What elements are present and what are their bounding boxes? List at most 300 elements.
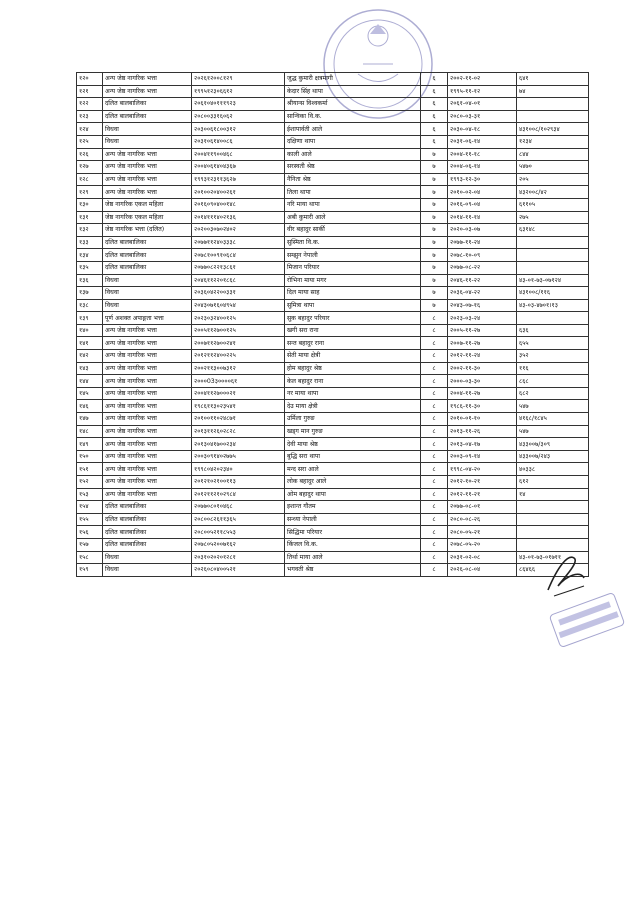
serial-number: १२२ — [77, 98, 103, 111]
id-number: २०७७०८०१०४६८ — [192, 501, 285, 514]
allowance-type: अन्य जेष्ठ नागरिक भत्ता — [103, 161, 192, 174]
table-row — [77, 551, 589, 564]
citizenship-number: ३५२ — [517, 350, 589, 363]
citizenship-number — [517, 98, 589, 111]
birth-date: २०१३-०४-१७ — [448, 438, 517, 451]
roster-body — [77, 73, 589, 577]
citizenship-number: ५४७० — [517, 161, 589, 174]
table-row — [77, 564, 589, 577]
citizenship-number: ४३-०३-४७०१।१३ — [517, 299, 589, 312]
table-row — [77, 513, 589, 526]
beneficiary-name: सन्त बहादुर राना — [285, 337, 421, 350]
citizenship-number: ४३२००८/४२ — [517, 186, 589, 199]
beneficiary-name: बुद्धि सरा थापा — [285, 450, 421, 463]
beneficiary-name: रोभिना माया मगर — [285, 274, 421, 287]
birth-date: २०४६-११-२२ — [448, 274, 517, 287]
id-number: २०१२११२४००२२५ — [192, 350, 285, 363]
serial-number: १२४ — [77, 123, 103, 136]
serial-number: १२० — [77, 73, 103, 86]
signature-mark — [540, 546, 590, 601]
ward-number: ८ — [421, 375, 448, 388]
serial-number: १४५ — [77, 387, 103, 400]
serial-number: १३८ — [77, 299, 103, 312]
serial-number: १४१ — [77, 337, 103, 350]
beneficiary-name: दक्षिणा थापा — [285, 135, 421, 148]
birth-date: २००७-११-२७ — [448, 337, 517, 350]
birth-date: २००४-०६-१४ — [448, 161, 517, 174]
citizenship-number: २७५ — [517, 211, 589, 224]
serial-number: १५९ — [77, 564, 103, 577]
ward-number: ६ — [421, 85, 448, 98]
ward-number: ७ — [421, 299, 448, 312]
citizenship-number: ११६ — [517, 362, 589, 375]
birth-date: २०३१-०२-०८ — [448, 551, 517, 564]
citizenship-number: ८६४६६ — [517, 564, 589, 577]
beneficiary-name: भगवती श्रेष्ठ — [285, 564, 421, 577]
id-number: २००७११२७००२४१ — [192, 337, 285, 350]
table-row — [77, 350, 589, 363]
citizenship-number: ४३१००८/१०२९३४ — [517, 123, 589, 136]
birth-date: १९९५-११-१२ — [448, 85, 517, 98]
serial-number: १५४ — [77, 501, 103, 514]
allowance-type: विधवा — [103, 564, 192, 577]
serial-number: १२७ — [77, 161, 103, 174]
allowance-type: विधवा — [103, 274, 192, 287]
id-number: १९९८०४२०२३४० — [192, 463, 285, 476]
allowance-type: दलित बालबालिका — [103, 526, 192, 539]
beneficiary-name: ओम बहादुर थापा — [285, 488, 421, 501]
beneficiary-name: किंजल वि.क. — [285, 538, 421, 551]
allowance-type: अन्य जेष्ठ नागरिक भत्ता — [103, 387, 192, 400]
birth-date: २००४-११-१८ — [448, 148, 517, 161]
allowance-type: विधवा — [103, 135, 192, 148]
beneficiary-name: वीर बहादुर सार्की — [285, 224, 421, 237]
serial-number: १३१ — [77, 211, 103, 224]
allowance-type: अन्य जेष्ठ नागरिक भत्ता — [103, 463, 192, 476]
table-row — [77, 110, 589, 123]
citizenship-number: ८६८ — [517, 375, 589, 388]
serial-number: १५८ — [77, 551, 103, 564]
table-row — [77, 438, 589, 451]
birth-date: २०१६-०९-०४ — [448, 198, 517, 211]
id-number: २०१००११०२४८७१ — [192, 413, 285, 426]
allowance-type: अन्य जेष्ठ नागरिक भत्ता — [103, 337, 192, 350]
citizenship-number: ४३-०१-७३-०७१२४ — [517, 274, 589, 287]
table-row — [77, 73, 589, 86]
citizenship-number: ६४१ — [517, 73, 589, 86]
table-row — [77, 148, 589, 161]
id-number: २०१४१११४०२१३६ — [192, 211, 285, 224]
serial-number: १२५ — [77, 135, 103, 148]
birth-date: २०८०-०३-३१ — [448, 110, 517, 123]
beneficiary-name: तिर्था माया आले — [285, 551, 421, 564]
birth-date: २०२३-०३-२४ — [448, 312, 517, 325]
id-number: २०४६११२२०१८६८ — [192, 274, 285, 287]
ward-number: ७ — [421, 148, 448, 161]
beneficiary-name: सम्झुन नेपाली — [285, 249, 421, 262]
ward-number: ८ — [421, 476, 448, 489]
serial-number: १५६ — [77, 526, 103, 539]
serial-number: १२६ — [77, 148, 103, 161]
table-row — [77, 135, 589, 148]
beneficiary-name: मन्द सरा आले — [285, 463, 421, 476]
ward-number: ७ — [421, 274, 448, 287]
ward-number: ८ — [421, 463, 448, 476]
serial-number: १३४ — [77, 249, 103, 262]
id-number: २०४३०७१६०४९५४ — [192, 299, 285, 312]
ward-number: ६ — [421, 110, 448, 123]
allowance-roster-table — [76, 72, 589, 577]
table-row — [77, 337, 589, 350]
ward-number: ८ — [421, 425, 448, 438]
citizenship-number: ६३६ — [517, 324, 589, 337]
birth-date: २०१३-११-२६ — [448, 425, 517, 438]
serial-number: १३९ — [77, 312, 103, 325]
birth-date: २०१०-०२-०४ — [448, 186, 517, 199]
table-row — [77, 463, 589, 476]
table-row — [77, 161, 589, 174]
birth-date: २००२-११-०२ — [448, 73, 517, 86]
citizenship-number: ६३१४८ — [517, 224, 589, 237]
ward-number: ८ — [421, 450, 448, 463]
id-number: २०३६०४२२००३३१ — [192, 287, 285, 300]
id-number: १९९३१२३११३६२७ — [192, 173, 285, 186]
id-number: २०१२१०२१००११३ — [192, 476, 285, 489]
id-number: २०७७०८२२१३८६१ — [192, 261, 285, 274]
citizenship-number: ४३३००७/२४३ — [517, 450, 589, 463]
birth-date: १९९३-१२-३० — [448, 173, 517, 186]
table-row — [77, 98, 589, 111]
citizenship-number: ४३-०१-७३-०१७११ — [517, 551, 589, 564]
citizenship-number — [517, 249, 589, 262]
allowance-type: अन्य जेष्ठ नागरिक भत्ता — [103, 350, 192, 363]
serial-number: १५१ — [77, 463, 103, 476]
id-number: २०१३०४१७००२३४ — [192, 438, 285, 451]
serial-number: १४६ — [77, 400, 103, 413]
allowance-type: दलित बालबालिका — [103, 513, 192, 526]
birth-date: २०२६-०८-०४ — [448, 564, 517, 577]
allowance-type: अन्य जेष्ठ नागरिक भत्ता — [103, 148, 192, 161]
table-row — [77, 538, 589, 551]
allowance-type: जेष्ठ नागरिक एकल महिला — [103, 198, 192, 211]
beneficiary-name: केदार सिंह थापा — [285, 85, 421, 98]
id-number: २०१३११२६०२८२८ — [192, 425, 285, 438]
ward-number: ८ — [421, 551, 448, 564]
id-number: २००४११२७०००२१ — [192, 387, 285, 400]
serial-number: १४८ — [77, 425, 103, 438]
serial-number: १४० — [77, 324, 103, 337]
citizenship-number — [517, 501, 589, 514]
ward-number: ७ — [421, 236, 448, 249]
ward-number: ७ — [421, 224, 448, 237]
citizenship-number: १२३४ — [517, 135, 589, 148]
birth-date: २०१२-१०-२१ — [448, 476, 517, 489]
birth-date: २०४३-०७-१६ — [448, 299, 517, 312]
citizenship-number — [517, 526, 589, 539]
beneficiary-name: सेती माया क्षेत्री — [285, 350, 421, 363]
ward-number: ८ — [421, 337, 448, 350]
allowance-type: विधवा — [103, 299, 192, 312]
id-number: २०१६०९०४००१४८ — [192, 198, 285, 211]
serial-number: १३७ — [77, 287, 103, 300]
beneficiary-name: सुक बहादुर परियार — [285, 312, 421, 325]
allowance-type: अन्य जेष्ठ नागरिक भत्ता — [103, 488, 192, 501]
id-number: २०८००५२११८५५३ — [192, 526, 285, 539]
beneficiary-name: नर माया थापा — [285, 387, 421, 400]
beneficiary-name: सिद्धिमा परियार — [285, 526, 421, 539]
table-row — [77, 123, 589, 136]
allowance-type: पूर्ण अशक्त अपाङ्गता भत्ता — [103, 312, 192, 325]
beneficiary-name: होम बहादुर श्रेष्ठ — [285, 362, 421, 375]
id-number: २०१००२०४००२६१ — [192, 186, 285, 199]
ward-number: ८ — [421, 438, 448, 451]
citizenship-number: ६१२ — [517, 476, 589, 489]
birth-date: २०१०-०१-१० — [448, 413, 517, 426]
id-number: २०१२११२१०२९८४ — [192, 488, 285, 501]
birth-date: २०६१-०४-०१ — [448, 98, 517, 111]
ward-number: ८ — [421, 513, 448, 526]
beneficiary-name: तिला थापा — [285, 186, 421, 199]
citizenship-number — [517, 513, 589, 526]
ward-number: ७ — [421, 198, 448, 211]
ward-number: ७ — [421, 161, 448, 174]
birth-date: २०७७-११-२४ — [448, 236, 517, 249]
birth-date: २०३०-०४-१८ — [448, 123, 517, 136]
id-number: १९८६११३०२३५४१ — [192, 400, 285, 413]
serial-number: १५० — [77, 450, 103, 463]
beneficiary-name: श्रीयान्स विश्वकर्मा — [285, 98, 421, 111]
citizenship-number: ६५५ — [517, 337, 589, 350]
table-row — [77, 287, 589, 300]
id-number: २०२३०३२४००१२५ — [192, 312, 285, 325]
allowance-type: अन्य जेष्ठ नागरिक भत्ता — [103, 85, 192, 98]
beneficiary-name: केल बहादुर राना — [285, 375, 421, 388]
beneficiary-name: सरस्वती श्रेष्ठ — [285, 161, 421, 174]
table-row — [77, 186, 589, 199]
id-number: २००४०६१४०४३६७ — [192, 161, 285, 174]
ward-number: ७ — [421, 211, 448, 224]
id-number: २०६१०४०१११९२३ — [192, 98, 285, 111]
id-number: २०२६१२००८१२९ — [192, 73, 285, 86]
ward-number: ८ — [421, 324, 448, 337]
table-row — [77, 274, 589, 287]
birth-date: २००२-११-३० — [448, 362, 517, 375]
table-row — [77, 425, 589, 438]
beneficiary-name: काली आले — [285, 148, 421, 161]
citizenship-number: ६११०५ — [517, 198, 589, 211]
birth-date: २०७७-०८-२२ — [448, 261, 517, 274]
serial-number: १४२ — [77, 350, 103, 363]
allowance-type: अन्य जेष्ठ नागरिक भत्ता — [103, 476, 192, 489]
birth-date: २०८०-०५-२१ — [448, 526, 517, 539]
ward-number: ८ — [421, 526, 448, 539]
beneficiary-name: लोक बहादुर आले — [285, 476, 421, 489]
ward-number: ८ — [421, 312, 448, 325]
citizenship-number: १४ — [517, 488, 589, 501]
citizenship-number — [517, 236, 589, 249]
citizenship-number: ७४ — [517, 85, 589, 98]
serial-number: १५५ — [77, 513, 103, 526]
allowance-type: दलित बालबालिका — [103, 98, 192, 111]
birth-date: २०७७-०८-०१ — [448, 501, 517, 514]
id-number: २०३१०२०२०१२८१ — [192, 551, 285, 564]
beneficiary-name: मिजान परियार — [285, 261, 421, 274]
ward-number: ८ — [421, 362, 448, 375]
beneficiary-name: इशान्त गौतम — [285, 501, 421, 514]
table-row — [77, 224, 589, 237]
birth-date: २०००-०३-३० — [448, 375, 517, 388]
serial-number: १५२ — [77, 476, 103, 489]
id-number: २०३००६१८००३१२ — [192, 123, 285, 136]
id-number: २०८००८२६११३६५ — [192, 513, 285, 526]
birth-date: २०८०-०८-२६ — [448, 513, 517, 526]
table-row — [77, 261, 589, 274]
table-row — [77, 501, 589, 514]
table-row — [77, 249, 589, 262]
serial-number: १२३ — [77, 110, 103, 123]
id-number: २००२११३००७३१२ — [192, 362, 285, 375]
serial-number: १४९ — [77, 438, 103, 451]
birth-date: २०२०-०३-०७ — [448, 224, 517, 237]
serial-number: १३६ — [77, 274, 103, 287]
citizenship-number: ४१६८/१८४५ — [517, 413, 589, 426]
table-row — [77, 413, 589, 426]
citizenship-number: ५४७ — [517, 400, 589, 413]
id-number: २०२००३०७०२४०२ — [192, 224, 285, 237]
table-row — [77, 299, 589, 312]
allowance-type: अन्य जेष्ठ नागरिक भत्ता — [103, 425, 192, 438]
birth-date: २०३१-०६-१४ — [448, 135, 517, 148]
beneficiary-name: सुमित्रा थापा — [285, 299, 421, 312]
beneficiary-name: अबी कुमारी आले — [285, 211, 421, 224]
citizenship-number — [517, 312, 589, 325]
birth-date: १९८६-११-३० — [448, 400, 517, 413]
citizenship-number: ४३३००७/३०९ — [517, 438, 589, 451]
allowance-type: अन्य जेष्ठ नागरिक भत्ता — [103, 73, 192, 86]
ward-number: ६ — [421, 123, 448, 136]
birth-date: २०३६-०४-२२ — [448, 287, 517, 300]
id-number: २०७७११२४०३३३८ — [192, 236, 285, 249]
beneficiary-name: सन्ध्या नेपाली — [285, 513, 421, 526]
birth-date: २००५-११-२७ — [448, 324, 517, 337]
table-row — [77, 488, 589, 501]
citizenship-number: ८४४ — [517, 148, 589, 161]
allowance-type: विधवा — [103, 123, 192, 136]
beneficiary-name: उर्मिला गुरुङ — [285, 413, 421, 426]
allowance-type: अन्य जेष्ठ नागरिक भत्ता — [103, 413, 192, 426]
allowance-type: अन्य जेष्ठ नागरिक भत्ता — [103, 362, 192, 375]
citizenship-number: ६८२ — [517, 387, 589, 400]
birth-date: २०१२-११-२१ — [448, 488, 517, 501]
beneficiary-name: खड्ग मान गुरुङ — [285, 425, 421, 438]
allowance-type: दलित बालबालिका — [103, 249, 192, 262]
id-number: २०७८१००९१०६८४ — [192, 249, 285, 262]
table-row — [77, 400, 589, 413]
ward-number: ८ — [421, 350, 448, 363]
allowance-type: दलित बालबालिका — [103, 501, 192, 514]
id-number: २०७८०५२००७१६२ — [192, 538, 285, 551]
table-row — [77, 476, 589, 489]
allowance-type: अन्य जेष्ठ नागरिक भत्ता — [103, 438, 192, 451]
citizenship-number: ५४७ — [517, 425, 589, 438]
beneficiary-name: खगी सरा राना — [285, 324, 421, 337]
table-row — [77, 450, 589, 463]
allowance-type: जेष्ठ नागरिक भत्ता (दलित) — [103, 224, 192, 237]
beneficiary-name: देउ माया क्षेत्री — [285, 400, 421, 413]
allowance-type: अन्य जेष्ठ नागरिक भत्ता — [103, 186, 192, 199]
id-number: २००३०९१४०२७७५ — [192, 450, 285, 463]
table-row — [77, 387, 589, 400]
serial-number: १२८ — [77, 173, 103, 186]
ward-number: ८ — [421, 488, 448, 501]
serial-number: १४३ — [77, 362, 103, 375]
ward-number: ६ — [421, 135, 448, 148]
allowance-type: विधवा — [103, 287, 192, 300]
beneficiary-name: सुस्मिता वि.क. — [285, 236, 421, 249]
allowance-type: अन्य जेष्ठ नागरिक भत्ता — [103, 173, 192, 186]
citizenship-number — [517, 110, 589, 123]
ward-number: ८ — [421, 501, 448, 514]
ward-number: ७ — [421, 186, 448, 199]
citizenship-number: ४०३३८ — [517, 463, 589, 476]
table-row — [77, 173, 589, 186]
table-row — [77, 211, 589, 224]
ward-number: ७ — [421, 173, 448, 186]
allowance-type: जेष्ठ नागरिक एकल महिला — [103, 211, 192, 224]
ward-number: ६ — [421, 98, 448, 111]
allowance-type: दलित बालबालिका — [103, 236, 192, 249]
citizenship-number: २०५ — [517, 173, 589, 186]
serial-number: १२९ — [77, 186, 103, 199]
id-number: १९९५१२३०६६१२ — [192, 85, 285, 98]
allowance-type: दलित बालबालिका — [103, 261, 192, 274]
birth-date: २०१४-११-१४ — [448, 211, 517, 224]
table-row — [77, 198, 589, 211]
beneficiary-name: देवी माया श्रेष्ठ — [285, 438, 421, 451]
serial-number: १३२ — [77, 224, 103, 237]
allowance-type: अन्य जेष्ठ नागरिक भत्ता — [103, 324, 192, 337]
birth-date: २०१२-११-२४ — [448, 350, 517, 363]
ward-number: ६ — [421, 73, 448, 86]
serial-number: १३३ — [77, 236, 103, 249]
ward-number: ८ — [421, 413, 448, 426]
id-number: २०८००३३१६०६२ — [192, 110, 285, 123]
allowance-type: अन्य जेष्ठ नागरिक भत्ता — [103, 400, 192, 413]
birth-date: २०७८-०५-२० — [448, 538, 517, 551]
serial-number: १३० — [77, 198, 103, 211]
birth-date: २००३-०९-१४ — [448, 450, 517, 463]
allowance-type: अन्य जेष्ठ नागरिक भत्ता — [103, 375, 192, 388]
ward-number: ७ — [421, 287, 448, 300]
serial-number: १२१ — [77, 85, 103, 98]
ward-number: ८ — [421, 400, 448, 413]
allowance-type: अन्य जेष्ठ नागरिक भत्ता — [103, 450, 192, 463]
serial-number: १५३ — [77, 488, 103, 501]
beneficiary-name: नैनिता श्रेष्ठ — [285, 173, 421, 186]
ward-number: ७ — [421, 261, 448, 274]
id-number: २०००03३००००६१ — [192, 375, 285, 388]
beneficiary-name: जुद्ध कुमारी क्षत्रमागी — [285, 73, 421, 86]
table-row — [77, 312, 589, 325]
id-number: २००५११२७००१२५ — [192, 324, 285, 337]
beneficiary-name: सान्विका वि.क. — [285, 110, 421, 123]
ward-number: ७ — [421, 249, 448, 262]
citizenship-number: ४३१००८/११६ — [517, 287, 589, 300]
ward-number: ८ — [421, 564, 448, 577]
beneficiary-name: नरि माया थापा — [285, 198, 421, 211]
citizenship-number — [517, 261, 589, 274]
birth-date: १९९८-०४-२० — [448, 463, 517, 476]
